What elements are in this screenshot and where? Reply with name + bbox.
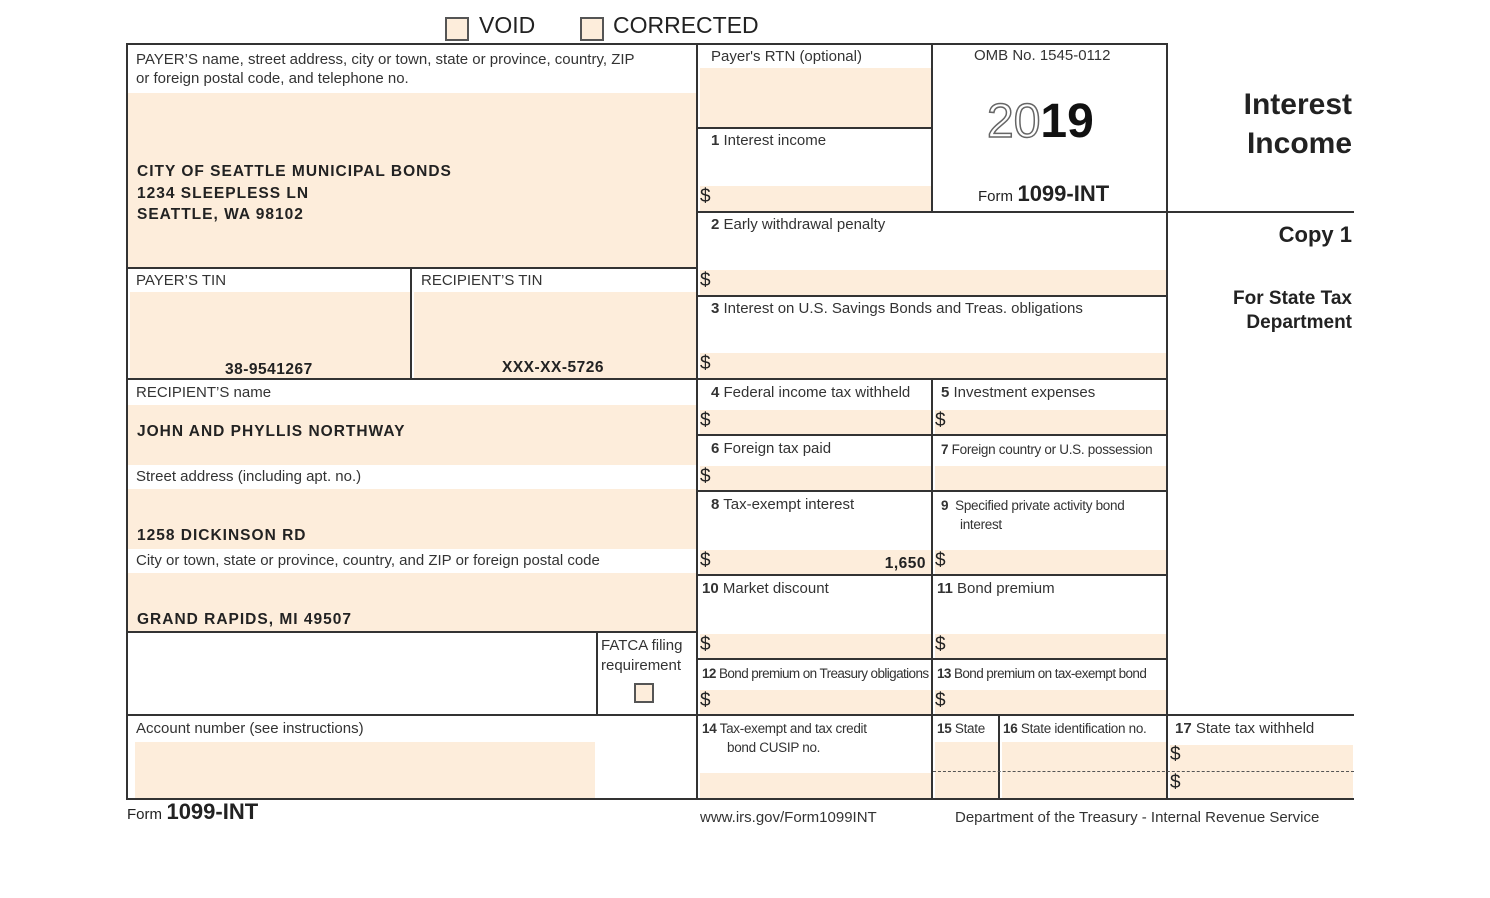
payer-tin-label: PAYER’S TIN bbox=[136, 272, 227, 289]
line-box2-bottom bbox=[696, 295, 1168, 297]
payer-label-2: or foreign postal code, and telephone no. bbox=[136, 70, 409, 87]
rtn-label: Payer's RTN (optional) bbox=[711, 48, 862, 65]
form-left-border bbox=[126, 43, 128, 800]
box7-label: 7 Foreign country or U.S. possession bbox=[941, 442, 1153, 457]
line-box1213-bottom bbox=[126, 714, 1354, 716]
state-divider bbox=[998, 716, 1000, 800]
box11-label: 11 Bond premium bbox=[937, 580, 1055, 597]
box8-dollar: $ bbox=[700, 550, 711, 571]
copy-destination: For State Tax Department bbox=[1233, 288, 1352, 333]
box5-dollar: $ bbox=[935, 410, 946, 431]
box14-label: 14 Tax-exempt and tax credit bbox=[702, 721, 867, 736]
recipient-street: 1258 DICKINSON RD bbox=[137, 527, 307, 544]
recipient-tin-label: RECIPIENT’S TIN bbox=[421, 272, 543, 289]
box13-dollar: $ bbox=[935, 690, 946, 711]
box16-label: 16 State identification no. bbox=[1003, 721, 1147, 736]
box1-field[interactable] bbox=[700, 186, 931, 211]
box1-label: 1 Interest income bbox=[711, 132, 827, 149]
void-checkbox[interactable] bbox=[445, 17, 469, 41]
box14-field[interactable] bbox=[700, 773, 931, 798]
box17-label: 17 State tax withheld bbox=[1175, 720, 1315, 737]
box16-field[interactable] bbox=[1002, 742, 1166, 798]
fatca-divider bbox=[596, 631, 598, 716]
account-label: Account number (see instructions) bbox=[136, 720, 364, 737]
box11-dollar: $ bbox=[935, 634, 946, 655]
payer-street: 1234 SLEEPLESS LN bbox=[137, 185, 310, 202]
form-bottom-border bbox=[126, 798, 1354, 800]
box4-label: 4 Federal income tax withheld bbox=[711, 384, 911, 401]
box9-label-2: interest bbox=[960, 517, 1002, 532]
rtn-field[interactable] bbox=[700, 68, 931, 127]
box4-field[interactable] bbox=[700, 410, 931, 434]
box2-label: 2 Early withdrawal penalty bbox=[711, 216, 886, 233]
box5-field[interactable] bbox=[935, 410, 1166, 434]
state-dashed-line bbox=[933, 771, 1354, 772]
box17-dollar-1: $ bbox=[1170, 744, 1181, 765]
box10-dollar: $ bbox=[700, 634, 711, 655]
tax-year bbox=[987, 92, 1094, 152]
fatca-label: FATCA filing requirement bbox=[601, 637, 683, 674]
box6-dollar: $ bbox=[700, 466, 711, 487]
box6-field[interactable] bbox=[700, 466, 931, 490]
divider-v3 bbox=[1166, 43, 1168, 800]
divider-v1 bbox=[696, 43, 698, 800]
box8-value: 1,650 bbox=[884, 555, 926, 572]
recipient-city-label: City or town, state or province, country, and ZIP or foreign postal code bbox=[136, 552, 600, 569]
recipient-name-label: RECIPIENT’S name bbox=[136, 384, 272, 401]
copy-label: Copy 1 bbox=[1278, 222, 1352, 247]
line-box89-bottom bbox=[696, 574, 1168, 576]
box3-label: 3 Interest on U.S. Savings Bonds and Treas. obligations bbox=[711, 300, 1083, 317]
box5-label: 5 Investment expenses bbox=[941, 384, 1096, 401]
box13-field[interactable] bbox=[935, 690, 1166, 714]
box1-dollar: $ bbox=[700, 186, 711, 207]
box12-label: 12 Bond premium on Treasury obligations bbox=[702, 666, 929, 681]
payer-name: CITY OF SEATTLE MUNICIPAL BONDS bbox=[137, 163, 452, 180]
footer-url[interactable]: www.irs.gov/Form1099INT bbox=[700, 809, 877, 826]
box15-label: 15 State bbox=[937, 721, 985, 736]
box6-label: 6 Foreign tax paid bbox=[711, 440, 832, 457]
box3-field[interactable] bbox=[700, 353, 1166, 378]
box9-field[interactable] bbox=[935, 550, 1166, 574]
box17-dollar-2: $ bbox=[1170, 772, 1181, 793]
footer-form-name: Form 1099-INT bbox=[127, 799, 259, 824]
rtn-bottom bbox=[696, 127, 933, 129]
line-box67-bottom bbox=[696, 490, 1168, 492]
box9-label: 9 Specified private activity bond bbox=[941, 498, 1125, 513]
corrected-label: CORRECTED bbox=[613, 12, 759, 38]
corrected-checkbox[interactable] bbox=[580, 17, 604, 41]
box14-label-2: bond CUSIP no. bbox=[727, 740, 821, 755]
box10-label: 10 Market discount bbox=[702, 580, 829, 597]
box12-field[interactable] bbox=[700, 690, 931, 714]
void-label: VOID bbox=[479, 12, 536, 38]
line-box1011-bottom bbox=[696, 658, 1168, 660]
box10-field[interactable] bbox=[700, 634, 931, 658]
account-field[interactable] bbox=[135, 742, 595, 798]
year-bold: 19 bbox=[1040, 95, 1094, 148]
line-box45-bottom bbox=[696, 434, 1168, 436]
line-recipient-bottom bbox=[126, 631, 698, 633]
box7-field[interactable] bbox=[935, 466, 1166, 490]
tin-divider bbox=[410, 267, 412, 380]
recipient-street-label: Street address (including apt. no.) bbox=[136, 468, 362, 485]
box2-dollar: $ bbox=[700, 270, 711, 291]
recipient-city: GRAND RAPIDS, MI 49507 bbox=[137, 611, 352, 628]
form-top-border bbox=[126, 43, 1168, 45]
box3-dollar: $ bbox=[700, 353, 711, 374]
box8-label: 8 Tax-exempt interest bbox=[711, 496, 855, 513]
form-title: Interest Income bbox=[1243, 88, 1352, 160]
payer-tin-value: 38-9541267 bbox=[225, 361, 313, 378]
omb-number: OMB No. 1545-0112 bbox=[974, 47, 1111, 64]
payer-label-1: PAYER’S name, street address, city or town, state or province, country, ZIP bbox=[136, 51, 635, 68]
recipient-name: JOHN AND PHYLLIS NORTHWAY bbox=[137, 423, 406, 440]
box13-label: 13 Bond premium on tax-exempt bond bbox=[937, 666, 1147, 681]
line-box1-bottom bbox=[696, 211, 1354, 213]
divider-v2b bbox=[931, 380, 933, 800]
box9-dollar: $ bbox=[935, 550, 946, 571]
box15-field[interactable] bbox=[935, 742, 998, 798]
fatca-checkbox[interactable] bbox=[634, 683, 654, 703]
omb-form-name: Form 1099-INT bbox=[978, 181, 1110, 206]
payer-city: SEATTLE, WA 98102 bbox=[137, 206, 304, 223]
payer-bottom bbox=[126, 267, 698, 269]
recipient-tin-value: XXX-XX-5726 bbox=[502, 359, 604, 376]
box12-dollar: $ bbox=[700, 690, 711, 711]
box11-field[interactable] bbox=[935, 634, 1166, 658]
box4-dollar: $ bbox=[700, 410, 711, 431]
footer-department: Department of the Treasury - Internal Revenue Service bbox=[955, 809, 1320, 826]
box2-field[interactable] bbox=[700, 270, 1166, 295]
year-outline: 20 bbox=[987, 95, 1041, 148]
